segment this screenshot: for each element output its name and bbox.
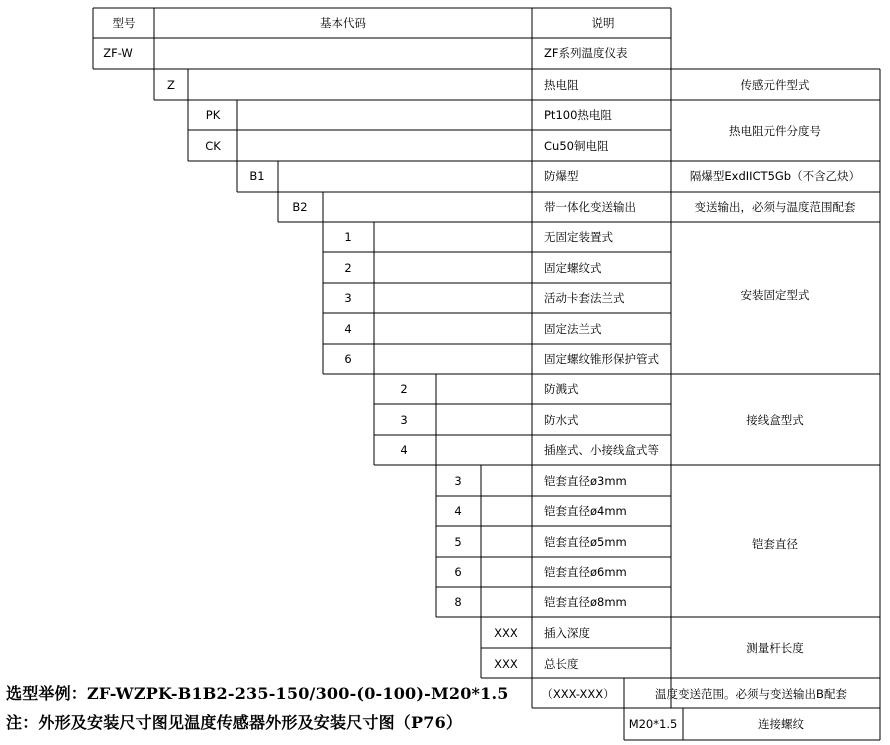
junction-group: 接线盒型式 (746, 413, 804, 427)
grade-group: 热电阻元件分度号 (729, 124, 821, 138)
sheath-code: 8 (454, 595, 462, 609)
explosion-desc: 防爆型 (544, 169, 579, 183)
sheath-desc: 铠套直径ø8mm (544, 595, 627, 609)
sheath-desc: 铠套直径ø4mm (544, 504, 627, 518)
junction-code: 2 (400, 382, 408, 396)
explosion-code: B1 (249, 169, 265, 183)
mounting-code: 4 (344, 322, 352, 336)
junction-desc: 插座式、小接线盒式等 (544, 443, 659, 457)
junction-desc: 防水式 (544, 413, 579, 427)
sensor-group: 传感元件型式 (740, 78, 810, 92)
sheath-code: 6 (454, 565, 462, 579)
length-desc: 总长度 (544, 657, 579, 671)
junction-code: 4 (400, 443, 408, 457)
transmitter-group: 变送输出，必须与温度范围配套 (694, 200, 856, 214)
mounting-group: 安装固定型式 (740, 288, 810, 302)
mounting-code: 3 (344, 291, 352, 305)
sheath-code: 4 (454, 504, 462, 518)
mounting-desc: 固定螺纹式 (544, 261, 602, 275)
mounting-desc: 无固定装置式 (544, 230, 613, 244)
base-code: ZF-W (103, 46, 133, 60)
length-code: XXX (494, 626, 518, 640)
thread-desc: 连接螺纹 (758, 717, 804, 731)
sheath-desc: 铠套直径ø6mm (544, 565, 627, 579)
range-code: （XXX-XXX） (541, 687, 615, 701)
length-desc: 插入深度 (544, 626, 590, 640)
sheath-code: 3 (454, 474, 462, 488)
grade-code-pk: PK (205, 108, 221, 122)
grade-desc-ck: Cu50铜电阻 (544, 139, 609, 153)
explosion-group: 隔爆型ExdIICT5Gb（不含乙炔） (689, 169, 861, 183)
grade-desc-pk: Pt100热电阻 (544, 108, 612, 122)
header-description: 说明 (591, 16, 615, 30)
dimension-note: 注：外形及安装尺寸图见温度传感器外形及安装尺寸图（P76） (6, 713, 463, 732)
header-model: 型号 (112, 16, 136, 30)
header-basic-code: 基本代码 (320, 16, 366, 30)
mounting-code: 1 (344, 230, 352, 244)
mounting-desc: 固定螺纹锥形保护管式 (544, 352, 659, 366)
transmitter-desc: 带一体化变送输出 (544, 200, 636, 214)
mounting-code: 6 (344, 352, 352, 366)
junction-code: 3 (400, 413, 408, 427)
sheath-desc: 铠套直径ø3mm (544, 474, 627, 488)
sheath-group: 铠套直径 (752, 537, 798, 551)
sheath-desc: 铠套直径ø5mm (544, 535, 627, 549)
mounting-desc: 固定法兰式 (544, 322, 602, 336)
length-group: 测量杆长度 (746, 641, 804, 655)
mounting-desc: 活动卡套法兰式 (544, 291, 625, 305)
transmitter-code: B2 (292, 200, 308, 214)
sensor-code: Z (167, 78, 175, 92)
thread-code: M20*1.5 (628, 717, 678, 731)
base-desc: ZF系列温度仪表 (544, 46, 628, 60)
selection-example: 选型举例：ZF-WZPK-B1B2-235-150/300-(0-100)-M20*1.5 (6, 684, 509, 703)
sensor-desc: 热电阻 (544, 78, 579, 92)
junction-desc: 防溅式 (544, 382, 579, 396)
length-code: XXX (494, 657, 518, 671)
mounting-code: 2 (344, 261, 352, 275)
range-desc: 温度变送范围。必须与变送输出B配套 (655, 687, 847, 701)
sheath-code: 5 (454, 535, 462, 549)
grade-code-ck: CK (205, 139, 221, 153)
